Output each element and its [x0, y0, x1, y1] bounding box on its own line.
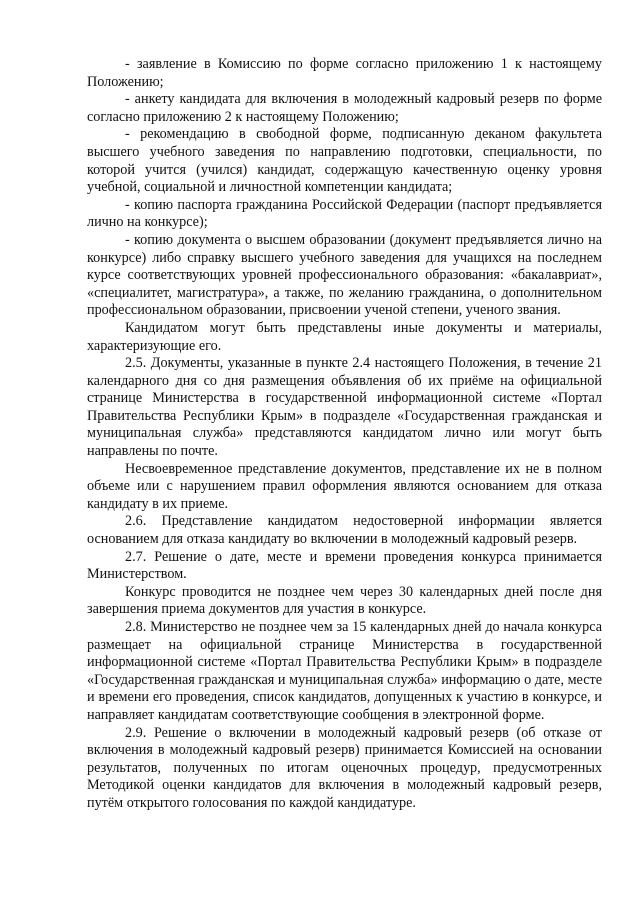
paragraph-section-2-8: 2.8. Министерство не позднее чем за 15 календарных дней до начала конкурса размещает на официальной странице Министерства в государственной информационной системе «Портал Правительства Республики Крым» в подразделе «Государственная гражданская и муниципальная служба» информацию о дате, месте и времени его проведения, список кандидатов, допущенных к участию в конкурсе, и направляет кандидатам соответствующие сообщения в электронной форме.	[87, 619, 602, 723]
paragraph-other-documents: Кандидатом могут быть представлены иные документы и материалы, характеризующие его.	[87, 319, 602, 354]
document-body	[87, 56, 602, 813]
paragraph-late-submission: Несвоевременное представление документов, представление их не в полном объеме или с нарушением правил оформления являются основанием для отказа кандидату в их приеме.	[87, 460, 602, 512]
paragraph-section-2-7: 2.7. Решение о дате, месте и времени проведения конкурса принимается Министерством.	[87, 548, 602, 583]
paragraph-passport-copy: - копию паспорта гражданина Российской Федерации (паспорт предъявляется лично на конкурсе);	[87, 196, 602, 231]
paragraph-education-document: - копию документа о высшем образовании (документ предъявляется лично на конкурсе) либо справку высшего учебного заведения для учащихся на последнем курсе соответствующих уровней профессионального образования: «бакалавриат», «специалитет, магистратура», а также, по желанию гражданина, о дополнительном профессиональном образовании, присвоении ученой степени, ученого звания.	[87, 231, 602, 319]
paragraph-questionnaire: - анкету кандидата для включения в молодежный кадровый резерв по форме согласно приложению 2 к настоящему Положению;	[87, 91, 602, 125]
paragraph-recommendation: - рекомендацию в свободной форме, подписанную деканом факультета высшего учебного заведения по направлению подготовки, специальности, по которой учится (учился) кандидат, содержащую качественную оценку уровня учебной, социальной и личностной компетенции кандидата;	[87, 126, 602, 196]
paragraph-section-2-9: 2.9. Решение о включении в молодежный кадровый резерв (об отказе от включения в молодежный кадровый резерв) принимается Комиссией на основании результатов, полученных по итогам оценочных процедур, предусмотренных Методикой оценки кандидатов для включения в молодежный кадровый резерв, путём открытого голосования по каждой кандидатуре.	[87, 724, 602, 811]
paragraph-application: - заявление в Комиссию по форме согласно приложению 1 к настоящему Положению;	[87, 56, 602, 90]
paragraph-section-2-6: 2.6. Представление кандидатом недостоверной информации является основанием для отказа кандидату во включении в молодежный кадровый резерв.	[87, 513, 602, 548]
paragraph-contest-timing: Конкурс проводится не позднее чем через 30 календарных дней после дня завершения приема документов для участия в конкурсе.	[87, 583, 602, 618]
paragraph-section-2-5: 2.5. Документы, указанные в пункте 2.4 настоящего Положения, в течение 21 календарного дня со дня размещения объявления об их приёме на официальной странице Министерства в государственной информационной системе «Портал Правительства Республики Крым» в подразделе «Государственная гражданская и муниципальная служба» представляются кандидатом лично или могут быть направлены по почте.	[87, 355, 602, 460]
